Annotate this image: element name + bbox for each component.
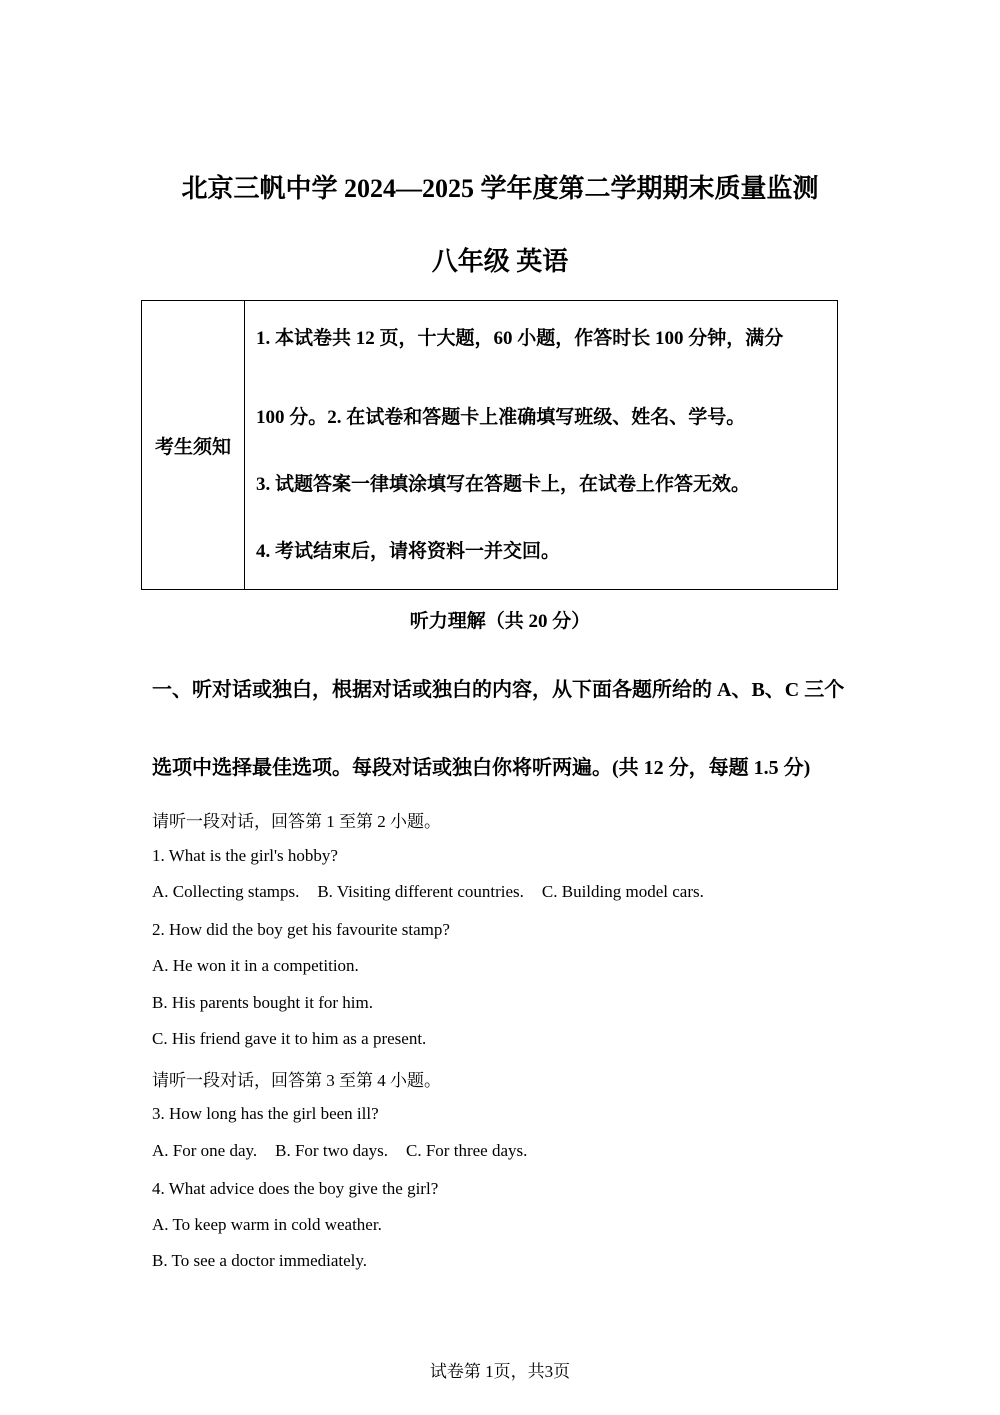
notice-table xyxy=(141,300,838,590)
notice-line-3: 3. 试题答案一律填涂填写在答题卡上，在试卷上作答无效。 xyxy=(256,474,751,495)
page-footer: 试卷第 1页，共3页 xyxy=(429,1362,571,1381)
question-3: 3. How long has the girl been ill? xyxy=(152,1104,379,1123)
q2-option-a: A. He won it in a competition. xyxy=(152,956,359,975)
q3-option-a: A. For one day. xyxy=(152,1141,258,1160)
q1-option-b: B. Visiting different countries. xyxy=(317,882,524,901)
question-1: 1. What is the girl's hobby? xyxy=(152,846,338,865)
question-2: 2. How did the boy get his favourite stamp? xyxy=(152,920,450,939)
question-4: 4. What advice does the boy give the girl? xyxy=(152,1179,439,1198)
notice-line-4: 4. 考试结束后，请将资料一并交回。 xyxy=(256,541,561,562)
notice-line-1: 1. 本试卷共 12 页，十大题，60 小题，作答时长 100 分钟，满分 xyxy=(256,328,784,349)
q2-option-c: C. His friend gave it to him as a present. xyxy=(152,1029,427,1048)
exam-subtitle: 八年级 英语 xyxy=(431,247,569,276)
dialogue-intro-2: 请听一段对话，回答第 3 至第 4 小题。 xyxy=(152,1071,441,1090)
q2-option-b: B. His parents bought it for him. xyxy=(152,993,373,1012)
q1-option-c: C. Building model cars. xyxy=(541,882,704,901)
question-3-options xyxy=(152,1141,527,1161)
exam-title: 北京三帆中学 2024—2025 学年度第二学期期末质量监测 xyxy=(181,174,819,203)
notice-line-2: 100 分。2. 在试卷和答题卡上准确填写班级、姓名、学号。 xyxy=(256,407,746,428)
q4-option-b: B. To see a doctor immediately. xyxy=(152,1251,368,1270)
q3-option-c: C. For three days. xyxy=(406,1141,528,1160)
dialogue-intro-1: 请听一段对话，回答第 1 至第 2 小题。 xyxy=(152,812,441,831)
q4-option-a: A. To keep warm in cold weather. xyxy=(152,1215,382,1234)
q1-option-a: A. Collecting stamps. xyxy=(152,882,300,901)
part1-instructions-line2: 选项中选择最佳选项。每段对话或独白你将听两遍。(共 12 分，每题 1.5 分) xyxy=(152,757,811,779)
q3-option-b: B. For two days. xyxy=(275,1141,389,1160)
notice-heading: 考生须知 xyxy=(142,301,245,589)
section-title: 听力理解（共 20 分） xyxy=(409,611,591,632)
question-1-options xyxy=(152,882,704,902)
part1-instructions-line1: 一、听对话或独白，根据对话或独白的内容，从下面各题所给的 A、B、C 三个 xyxy=(152,679,845,701)
